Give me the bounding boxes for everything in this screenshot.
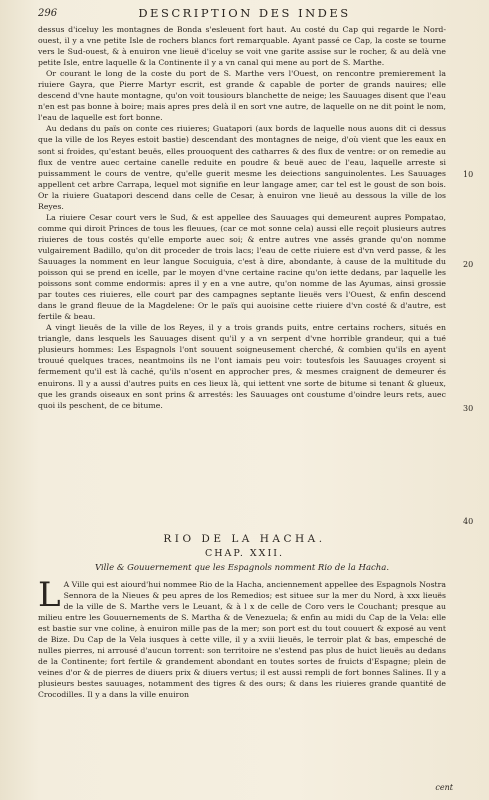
section-title: RIO DE LA HACHA. bbox=[163, 533, 326, 545]
margin-line-number: 10 bbox=[463, 170, 474, 179]
paragraph: A vingt lieuës de la ville de los Reyes, il y a trois grands puits, entre certains rochers, situés en triangle, dans lesquels les Sauuages disent qu'il y a vn serpent d'vne horrible grandeur, qui a tué plusieurs hommes: Les Espagnols l'ont souuent soigneusement cherché, & combien qu'ils en ayent trouué quelques traces, neantmoins ils ne l'ont iamais peu voir: toutesfois les Sauuages croyent si fermement qu'il est là caché, qu'ils n'osent en approcher pres, & mesmes craignent de demeurer és enuirons. Il y a aussi d'autres puits en ces lieux là, qui iettent vne sorte de bitume si tenant & glueux, que les grands oiseaux en sont prins & arrestés: les Sauuages ont coustume d'oindre leurs rets, auec quoi ils peschent, de ce bitume. bbox=[38, 323, 446, 410]
paragraph: Or courant le long de la coste du port de S. Marthe vers l'Ouest, on rencontre premierement la riuiere Gayra, que Pierre Martyr escrit, est grande & capable de porter de grands nauires; elle descend d'vne haute montagne, qu'on voit tousiours blanchette de neige; les Sauuages disent que l'eau n'en est pas bonne à boire; mais apres pres delà il en sort vne autre, de laquelle on ne dit point le nom, l'eau de laquelle est fort bonne. bbox=[38, 69, 446, 123]
drop-cap: L bbox=[38, 575, 61, 615]
paragraph: dessus d'iceluy les montagnes de Bonda s'esleuent fort haut. Au costé du Cap qui regarde le Nord-ouest, il y a vne petite Isle de rochers blancs fort remarquable. Ayant passé ce Cap, la coste se tourne vers le Sud-ouest, & à enuiron vne lieuë d'iceluy se voit vne garite assise sur le rocher, & au delà vne petite Isle, entre laquelle & la Continente il y a vn canal qui mene au port de S. Marthe. bbox=[38, 25, 446, 68]
page-number: 296 bbox=[38, 8, 58, 19]
margin-line-number: 30 bbox=[463, 404, 474, 413]
catchword: cent bbox=[435, 783, 453, 792]
main-text bbox=[38, 24, 446, 411]
running-head: DESCRIPTION DES INDES bbox=[138, 6, 351, 20]
paragraph: Au dedans du païs on conte ces riuieres; Guatapori (aux bords de laquelle nous auons dit ci dessus que la ville de los Reyes estoit bastie) descendant des montagnes de neige, d'où vient que les eaux en sont si froides, qu'estant beuës, elles prouoquent des catharres & des flux de ventre: or on remedie au flux de ventre auec certaine canelle reduite en poudre & beuë auec de l'eau, laquelle arreste si puissamment le cours de ventre, qu'elle guerit mesme les deiections sanguinolentes. Les Sauuages appellent cet arbre Carrapa, lequel mot signifie en leur langage amer, car tel est le goust de son bois. Or la riuiere Guatapori descend dans celle de Cesar, à enuiron vne lieuë au dessous la ville de los Reyes. bbox=[38, 124, 446, 211]
paragraph: La riuiere Cesar court vers le Sud, & est appellee des Sauuages qui demeurent aupres Pompatao, comme qui diroit Princes de tous les fleuues, (car ce mot sonne cela) aussi elle reçoit plusieurs autres riuieres de tous costés qu'elle emporte auec soi; & entre autres vne assés grande qu'on nomme vulgairement Badillo, qu'on dit proceder de trois lacs; l'eau de cette riuiere est d'vn verd passe, & les Sauuages la nomment en leur langue Socuiguia, c'est à dire, abondante, à cause de la multitude du poisson qui se prend en icelle, par le moyen d'vne certaine racine qu'on iette dedans, par laquelle les poissons sont comme endormis: apres il y en a vne autre, qu'on nomme de las Ayumas, ainsi grossie par toutes ces riuieres, elle court par des campagnes septante lieuës vers l'Ouest, & enfin descend dans le grand fleuue de la Magdelene: Or le païs qui auoisine cette riuiere d'vn costé & d'autre, est fertile & beau. bbox=[38, 212, 446, 322]
chapter-text: A Ville qui est aiourd'hui nommee Rio de la Hacha, anciennement appellee des Espagnols Nostra Sennora de la Nieues & peu apres de los Remedios; est situee sur la mer du Nord, à xxx lieuës de la ville de S. Marthe vers le Leuant, & à l x de celle de Coro vers le Couchant; presque au milieu entre les Gouuernements de S. Martha & de Venezuela; & enfin au midi du Cap de la Vela: elle est bastie sur vne coline, à enuiron mille pas de la mer; son port est du tout couuert & exposé au vent de Bize. Du Cap de la Vela iusques à cette ville, il y a xviii lieuës, le terroir plat & bas, empesché de nulles pierres, ni arrousé d'aucun torrent: son territoire ne s'estend pas plus de huict lieuës au dedans de la Continente; fort fertile & grandement abondant en toutes sortes de fruicts d'Espagne; plein de veines d'or & de pierres de diuers prix & diuers vertus; il est aussi rempli de fort bonnes Salines. Il y a plusieurs bestes sauuages, notamment des tigres & des ours; & dans les riuieres grande quantité de Crocodilles. Il y a dans la ville enuiron bbox=[38, 580, 446, 700]
margin-line-number: 40 bbox=[463, 517, 474, 526]
chapter-subtitle: Ville & Gouuernement que les Espagnols nomment Rio de la Hacha. bbox=[94, 563, 390, 573]
chapter-label: CHAP. XXII. bbox=[205, 548, 284, 559]
margin-line-number: 20 bbox=[463, 260, 474, 269]
chapter-text-block bbox=[38, 575, 446, 701]
